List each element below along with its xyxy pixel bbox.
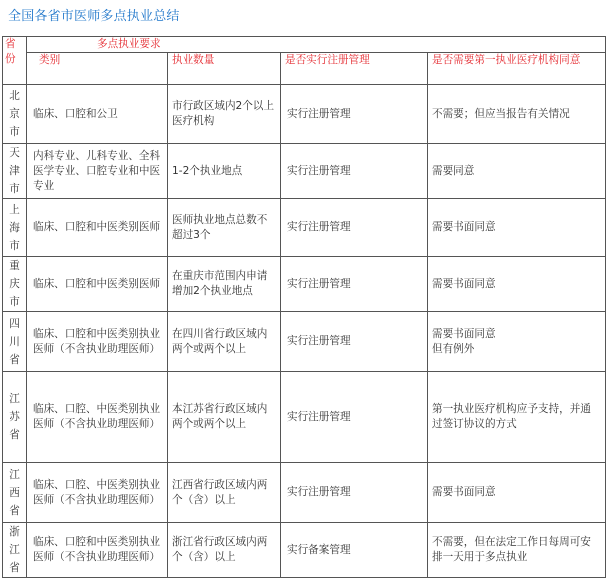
- cell-province: [3, 372, 27, 463]
- table-row: [3, 372, 606, 463]
- cell-consent: 第一执业医疗机构应予支持，并通过签订协议的方式: [428, 372, 606, 463]
- table-row: [3, 257, 606, 312]
- cell-consent: 需要书面同意: [428, 257, 606, 312]
- practice-table: [2, 36, 606, 578]
- cell-registration: 实行注册管理: [281, 312, 428, 372]
- header-category: 类别: [27, 53, 168, 85]
- cell-count: 在四川省行政区域内两个或两个以上: [168, 312, 281, 372]
- cell-consent: 需要书面同意: [428, 199, 606, 257]
- cell-registration: 实行备案管理: [281, 523, 428, 578]
- cell-count: 在重庆市范围内申请增加2个执业地点: [168, 257, 281, 312]
- cell-count: 江西省行政区域内两个（含）以上: [168, 463, 281, 523]
- province-label: 北京市: [9, 90, 20, 138]
- header-row-top: [3, 37, 606, 53]
- table-row: [3, 523, 606, 578]
- cell-province: [3, 257, 27, 312]
- cell-province: [3, 463, 27, 523]
- cell-province: [3, 312, 27, 372]
- province-label: 重庆市: [9, 260, 20, 308]
- province-label: 江西省: [9, 468, 20, 517]
- cell-province: [3, 199, 27, 257]
- table-row: [3, 199, 606, 257]
- cell-count: 市行政区域内2个以上医疗机构: [168, 85, 281, 144]
- cell-category: 临床、口腔和中医类别医师: [27, 199, 168, 257]
- cell-province: [3, 85, 27, 144]
- header-row: [3, 53, 606, 85]
- cell-category: 临床、口腔和中医类别执业医师（不含执业助理医师）: [27, 523, 168, 578]
- header-registration: 是否实行注册管理: [281, 53, 428, 85]
- cell-category: 临床、口腔、中医类别执业医师（不含执业助理医师）: [27, 463, 168, 523]
- cell-registration: 实行注册管理: [281, 85, 428, 144]
- cell-count: 浙江省行政区域内两个（含）以上: [168, 523, 281, 578]
- province-label: 四川省: [9, 317, 20, 366]
- cell-count: 医师执业地点总数不超过3个: [168, 199, 281, 257]
- header-province: 省份: [3, 37, 27, 85]
- cell-consent: 需要书面同意: [428, 463, 606, 523]
- province-label: 上海市: [9, 203, 20, 252]
- cell-category: 临床、口腔和中医类别医师: [27, 257, 168, 312]
- cell-category: 临床、口腔和中医类别执业医师（不含执业助理医师）: [27, 312, 168, 372]
- province-label: 天津市: [9, 147, 20, 195]
- cell-province: [3, 523, 27, 578]
- table-row: [3, 85, 606, 144]
- cell-province: [3, 144, 27, 199]
- cell-consent: 不需要，但在法定工作日每周可安排一天用于多点执业: [428, 523, 606, 578]
- cell-registration: 实行注册管理: [281, 199, 428, 257]
- cell-registration: 实行注册管理: [281, 144, 428, 199]
- cell-registration: 实行注册管理: [281, 463, 428, 523]
- cell-registration: 实行注册管理: [281, 372, 428, 463]
- cell-consent: 需要同意: [428, 144, 606, 199]
- cell-consent: 需要书面同意 但有例外: [428, 312, 606, 372]
- cell-category: 临床、口腔、中医类别执业医师（不含执业助理医师）: [27, 372, 168, 463]
- table-row: [3, 312, 606, 372]
- page-title: 全国各省市医师多点执业总结: [8, 9, 180, 24]
- header-requirements: 多点执业要求: [27, 37, 606, 53]
- table-row: [3, 144, 606, 199]
- cell-registration: 实行注册管理: [281, 257, 428, 312]
- cell-count: 1-2个执业地点: [168, 144, 281, 199]
- cell-category: 临床、口腔和公卫: [27, 85, 168, 144]
- province-label: 江苏省: [9, 393, 20, 441]
- province-label: 浙江省: [9, 526, 20, 574]
- cell-category: 内科专业、儿科专业、全科医学专业、口腔专业和中医专业: [27, 144, 168, 199]
- cell-consent: 不需要；但应当报告有关情况: [428, 85, 606, 144]
- header-first-consent: 是否需要第一执业医疗机构同意: [428, 53, 606, 85]
- table-row: [3, 463, 606, 523]
- cell-count: 本江苏省行政区域内两个或两个以上: [168, 372, 281, 463]
- header-count: 执业数量: [168, 53, 281, 85]
